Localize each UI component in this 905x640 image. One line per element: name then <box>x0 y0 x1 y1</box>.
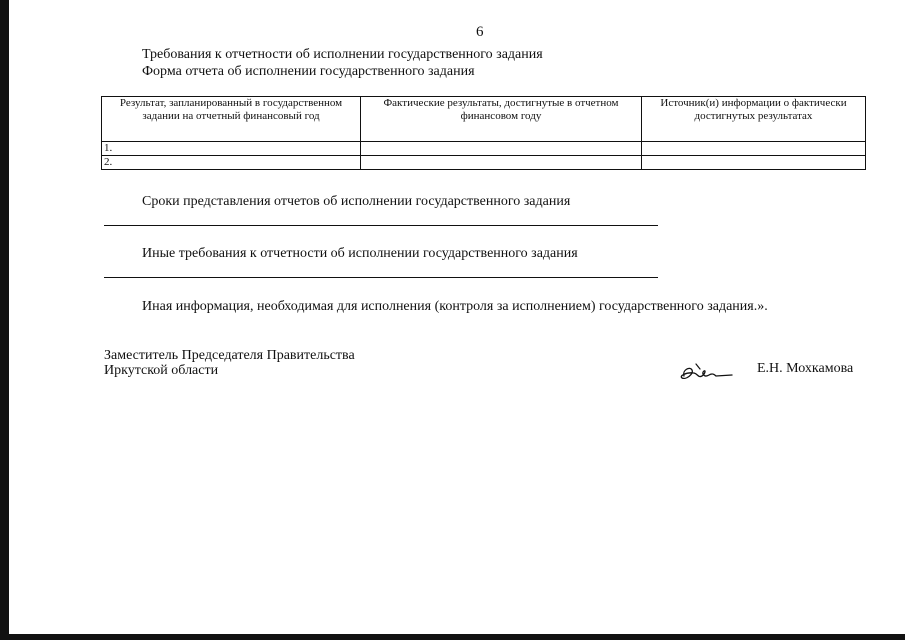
heading-report-form: Форма отчета об исполнении государственного задания <box>142 64 475 79</box>
signatory-title-line1: Заместитель Председателя Правительства <box>104 348 355 363</box>
table-cell: 2. <box>102 156 361 170</box>
section-other-info: Иная информация, необходимая для исполнения (контроля за исполнением) государственного задания.». <box>142 299 768 314</box>
page-number: 6 <box>476 24 484 40</box>
scan-left-edge <box>0 0 9 640</box>
table-cell <box>361 156 642 170</box>
section-other-requirements: Иные требования к отчетности об исполнении государственного задания <box>142 246 578 261</box>
table-cell <box>361 142 642 156</box>
table-cell <box>642 156 866 170</box>
column-header-actual: Фактические результаты, достигнутые в отчетном финансовом году <box>361 97 642 142</box>
section-deadlines: Сроки представления отчетов об исполнении государственного задания <box>142 194 571 209</box>
column-header-planned: Результат, запланированный в государственном задании на отчетный финансовый год <box>102 97 361 142</box>
signatory-name: Е.Н. Мохкамова <box>757 361 854 376</box>
scan-bottom-edge <box>0 634 905 640</box>
table-row <box>102 156 866 170</box>
heading-requirements: Требования к отчетности об исполнении государственного задания <box>142 47 543 62</box>
blank-line-deadlines <box>104 225 658 226</box>
signatory-title <box>104 348 355 378</box>
column-header-source: Источник(и) информации о фактически достигнутых результатах <box>642 97 866 142</box>
blank-line-other-requirements <box>104 277 658 278</box>
table-row <box>102 142 866 156</box>
handwritten-signature <box>676 360 738 384</box>
table-header-row <box>102 97 866 142</box>
table-cell: 1. <box>102 142 361 156</box>
report-table <box>101 96 866 170</box>
signatory-title-line2: Иркутской области <box>104 363 219 378</box>
table-cell <box>642 142 866 156</box>
